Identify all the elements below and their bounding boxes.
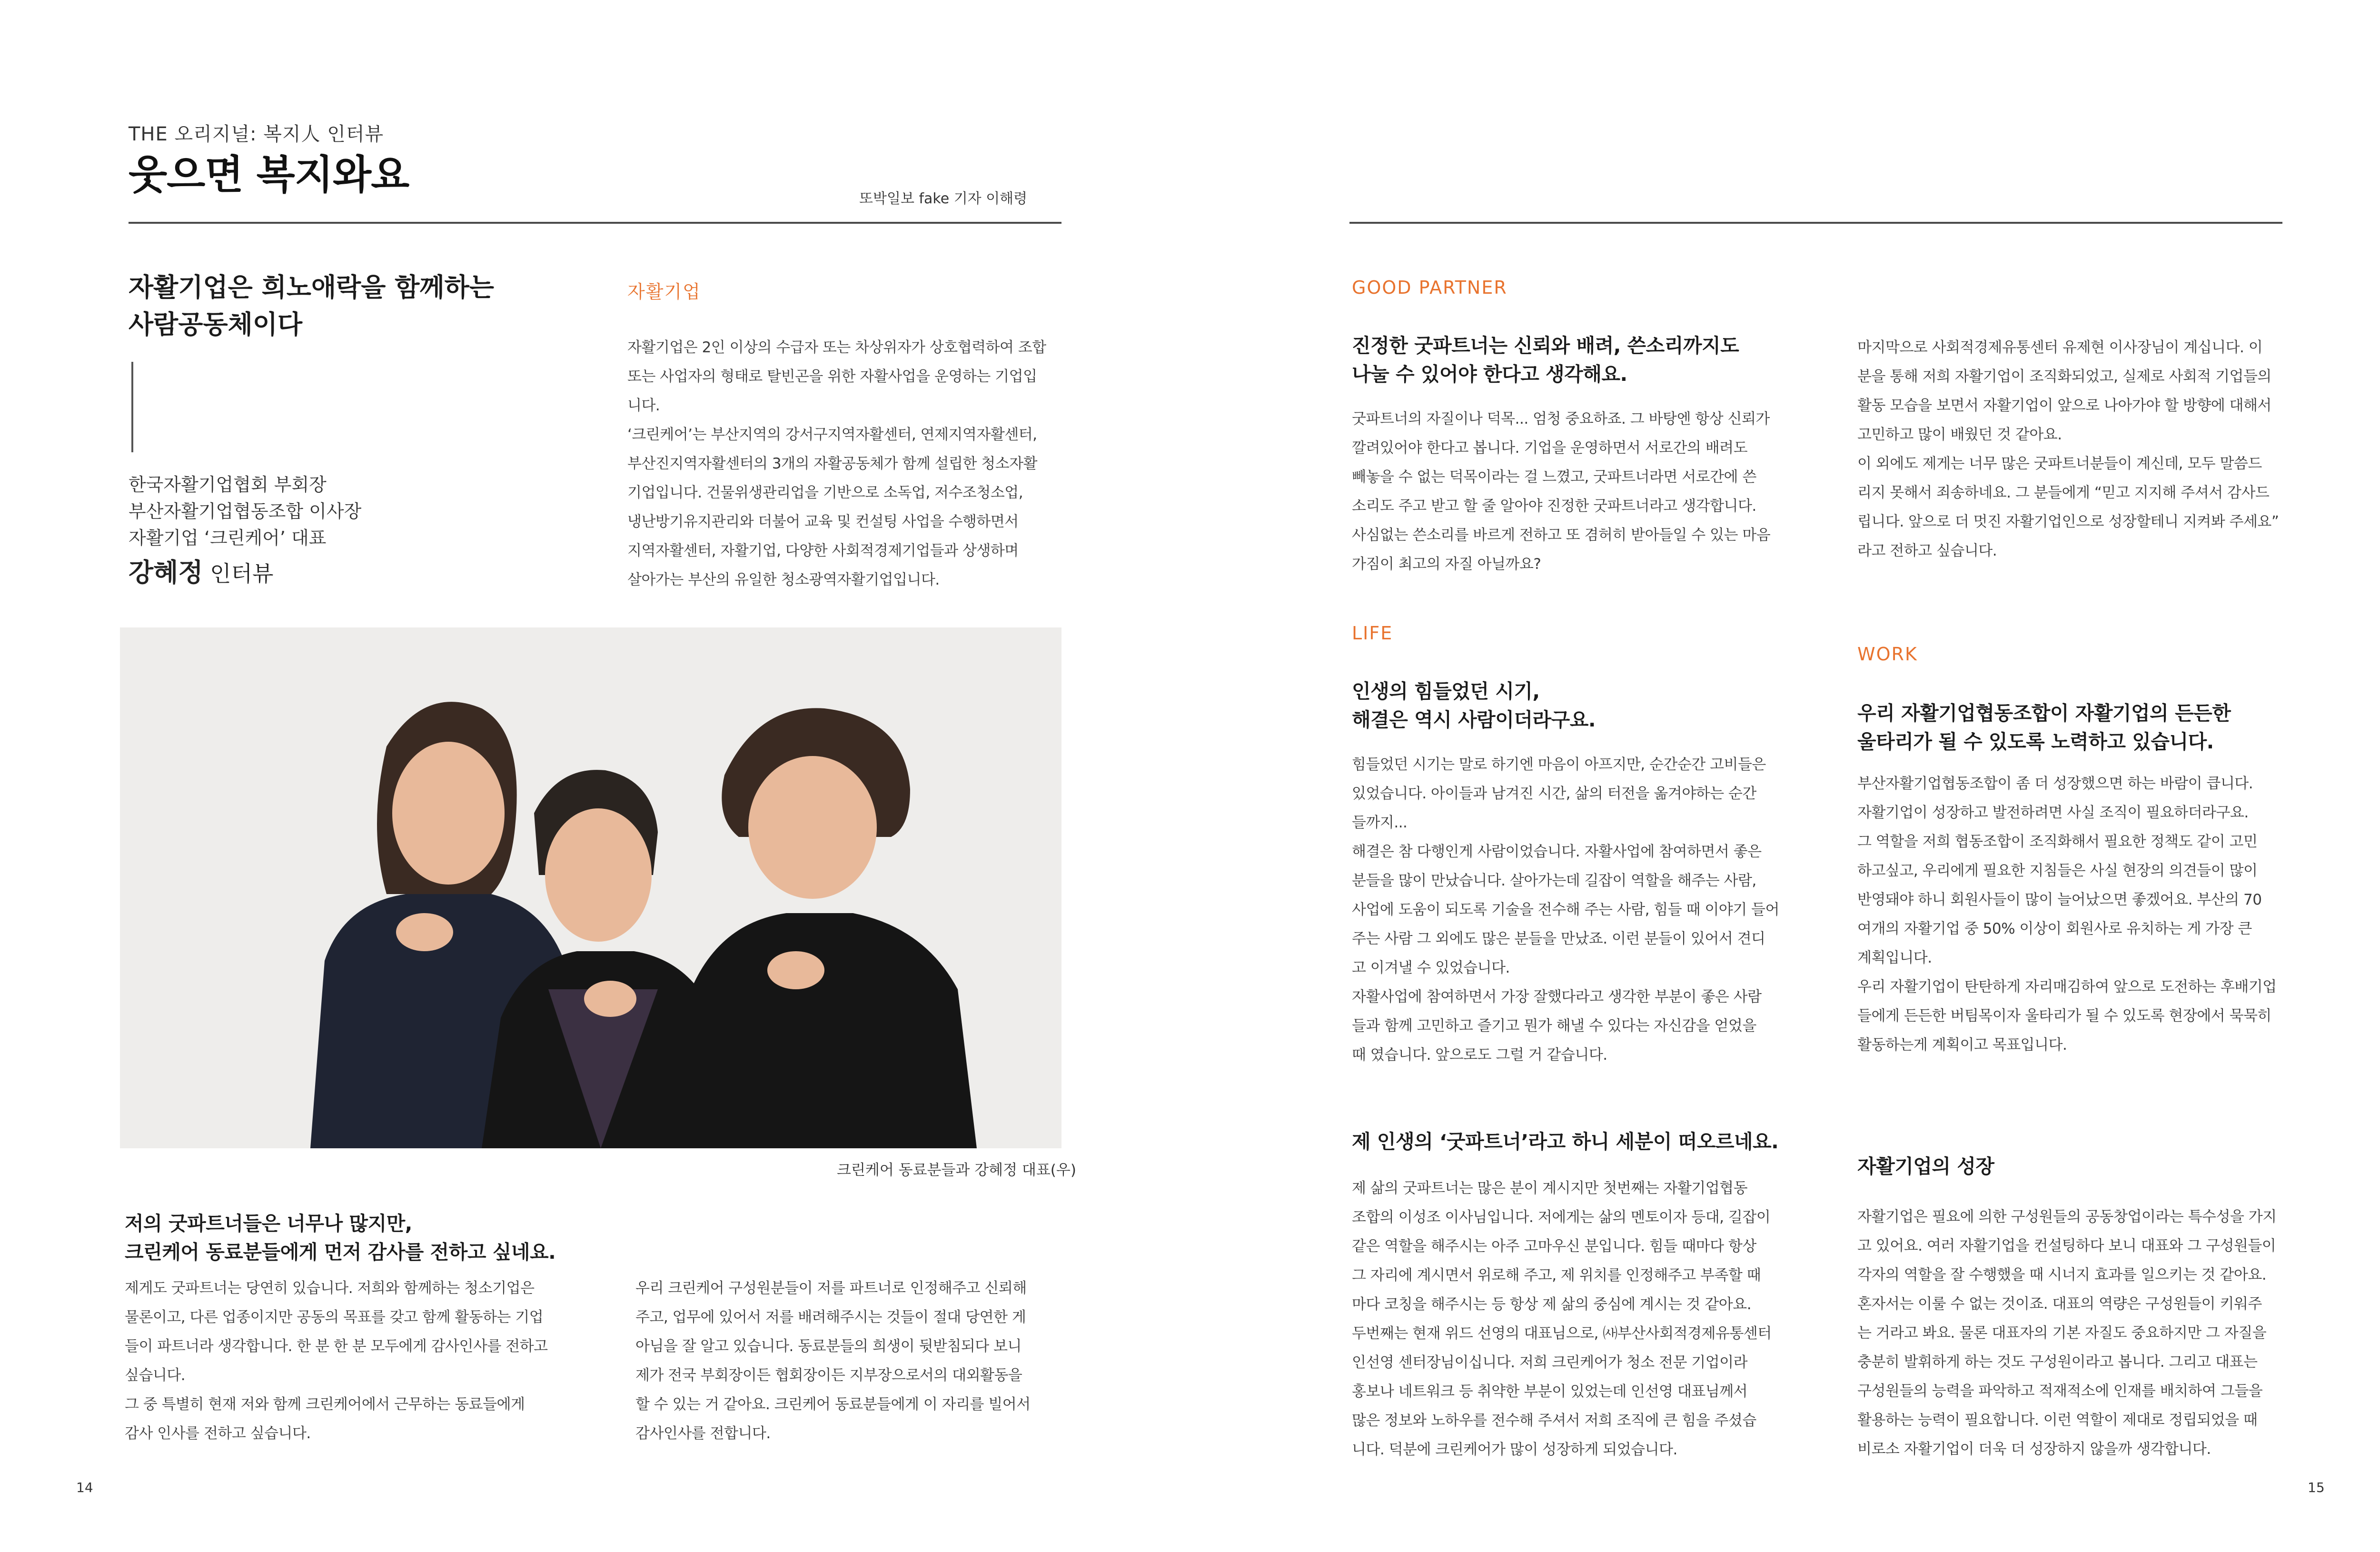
body-line: 활용하는 능력이 필요합니다. 이런 역할이 제대로 정립되었을 때	[1857, 1412, 2258, 1429]
body-line: 혼자서는 이룰 수 없는 것이죠. 대표의 역량은 구성원들이 키워주	[1857, 1295, 2262, 1313]
page-number-right: 15	[2308, 1480, 2325, 1495]
byline: 또박일보 fake 기자 이해령	[859, 190, 1028, 207]
body-line: 때 였습니다. 앞으로도 그럴 거 같습니다.	[1352, 1046, 1607, 1064]
about-body	[627, 333, 1046, 595]
body-line: 이 외에도 제게는 너무 많은 굿파트너분들이 계신데, 모두 말씀드	[1857, 455, 2262, 472]
body-line: 활동하는게 계획이고 목표입니다.	[1857, 1036, 2067, 1054]
body-line: 주는 사람 그 외에도 많은 분들을 만났죠. 이런 분들이 있어서 견디	[1352, 930, 1765, 947]
interviewee-name	[129, 552, 273, 589]
body-line: 들과 함께 고민하고 즐기고 뭔가 해낼 수 있다는 자신감을 얻었을	[1352, 1017, 1756, 1035]
heading-line: 자활기업의 성장	[1857, 1155, 1994, 1178]
work-body	[1857, 769, 2277, 1060]
body-line: 싶습니다.	[125, 1367, 186, 1384]
body-line: 들이 파트너라 생각합니다. 한 분 한 분 모두에게 감사인사를 전하고	[125, 1338, 548, 1355]
body-line: 제가 전국 부회장이든 협회장이든 지부장으로서의 대외활동을	[635, 1367, 1022, 1384]
heading-line: 제 인생의 ‘굿파트너’라고 하니 세분이 떠오르네요.	[1352, 1130, 1779, 1153]
header-rule-right	[1349, 222, 2282, 224]
section-label-about: 자활기업	[627, 281, 701, 302]
body-line: 많은 정보와 노하우를 전수해 주셔서 저희 조직에 큰 힘을 주셨습	[1352, 1412, 1756, 1429]
body-line: 제게도 굿파트너는 당연히 있습니다. 저희와 함께하는 청소기업은	[125, 1280, 535, 1297]
body-line: 각자의 역할을 잘 수행했을 때 시너지 효과를 일으키는 것 같아요.	[1857, 1266, 2267, 1283]
affiliation: 자활기업 ‘크린케어’ 대표	[129, 527, 327, 548]
body-line: 살아가는 부산의 유일한 청소광역자활기업입니다.	[627, 571, 940, 588]
body-line: 고 이겨낼 수 있었습니다.	[1352, 959, 1510, 976]
body-line: 굿파트너의 자질이나 덕목... 엄청 중요하죠. 그 바탕엔 항상 신뢰가	[1352, 410, 1770, 428]
lede-line: 사람공동체이다	[129, 309, 303, 339]
section-label-work: WORK	[1857, 644, 1918, 665]
body-line: 조합의 이성조 이사님입니다. 저에게는 삶의 멘토이자 등대, 길잡이	[1352, 1209, 1771, 1226]
body-line: 자활기업은 필요에 의한 구성원들의 공동창업이라는 특수성을 가지	[1857, 1208, 2277, 1225]
body-line: 가짐이 최고의 자질 아닐까요?	[1352, 556, 1541, 573]
heading-line: 우리 자활기업협동조합이 자활기업의 든든한	[1857, 702, 2231, 725]
body-line: 두번째는 현재 위드 선영의 대표님으로, ㈔부산사회적경제유통센터	[1352, 1325, 1772, 1342]
body-line: 자활기업은 2인 이상의 수급자 또는 차상위자가 상호협력하여 조합	[627, 339, 1046, 356]
good-partner-body	[1352, 405, 1770, 579]
good-partner-body-right	[1857, 333, 2279, 566]
affiliation: 부산자활기업협동조합 이사장	[129, 501, 362, 522]
heading-line: 저의 굿파트너들은 너무나 많지만,	[125, 1212, 412, 1235]
body-line: 기업입니다. 건물위생관리업을 기반으로 소독업, 저수조청소업,	[627, 484, 1023, 501]
three-partners-heading	[1352, 1127, 1778, 1156]
affiliation: 한국자활기업협회 부회장	[129, 474, 327, 495]
life-heading	[1352, 677, 1596, 734]
body-line: 마지막으로 사회적경제유통센터 유제현 이사장님이 계십니다. 이	[1857, 339, 2263, 356]
body-line: 라고 전하고 싶습니다.	[1857, 542, 1997, 559]
growth-body	[1857, 1203, 2277, 1464]
body-line: 빼놓을 수 없는 덕목이라는 걸 느꼈고, 굿파트너라면 서로간에 쓴	[1352, 468, 1756, 486]
body-line: 활동 모습을 보면서 자활기업이 앞으로 나아가야 할 방향에 대해서	[1857, 397, 2271, 414]
body-line: 우리 크린케어 구성원분들이 저를 파트너로 인정해주고 신뢰해	[635, 1280, 1027, 1297]
body-line: 부산자활기업협동조합이 좀 더 성장했으면 하는 바람이 큽니다.	[1857, 775, 2253, 792]
body-line: 니다.	[627, 397, 660, 414]
body-line: 반영돼야 하니 회원사들이 많이 늘어났으면 좋겠어요. 부산의 70	[1857, 891, 2262, 908]
body-line: 인선영 센터장님이십니다. 저희 크린케어가 청소 전문 기업이라	[1352, 1354, 1748, 1371]
photo-illustration	[120, 627, 1061, 1148]
body-line: 자활기업이 성장하고 발전하려면 사실 조직이 필요하더라구요.	[1857, 804, 2249, 821]
body-line: 또는 사업자의 형태로 탈빈곤을 위한 자활사업을 운영하는 기업입	[627, 368, 1037, 385]
body-line: 해결은 참 다행인게 사람이었습니다. 자활사업에 참여하면서 좋은	[1352, 843, 1762, 860]
body-line: 있었습니다. 아이들과 남겨진 시간, 삶의 터전을 옮겨야하는 순간	[1352, 785, 1756, 802]
partners-col1	[125, 1274, 548, 1448]
body-line: 감사 인사를 전하고 싶습니다.	[125, 1425, 311, 1442]
body-line: 그 중 특별히 현재 저와 함께 크린케어에서 근무하는 동료들에게	[125, 1396, 525, 1413]
lede-quote	[129, 269, 538, 343]
body-line: 힘들었던 시기는 말로 하기엔 마음이 아프지만, 순간순간 고비들은	[1352, 756, 1766, 773]
body-line: 감사인사를 전합니다.	[635, 1425, 771, 1442]
body-line: ‘크린케어’는 부산지역의 강서구지역자활센터, 연제지역자활센터,	[627, 426, 1037, 443]
good-partner-heading	[1352, 331, 1739, 388]
body-line: 홍보나 네트워크 등 취약한 부분이 있었는데 인선영 대표님께서	[1352, 1383, 1748, 1400]
photo-caption: 크린케어 동료분들과 강혜정 대표(우)	[837, 1162, 1076, 1179]
body-line: 같은 역할을 해주시는 아주 고마우신 분입니다. 힘들 때마다 항상	[1352, 1238, 1756, 1255]
header-rule-left	[129, 222, 1061, 224]
heading-line: 진정한 굿파트너는 신뢰와 배려, 쓴소리까지도	[1352, 334, 1739, 357]
heading-line: 크린케어 동료분들에게 먼저 감사를 전하고 싶네요.	[125, 1241, 556, 1263]
heading-line: 해결은 역시 사람이더라구요.	[1352, 708, 1596, 731]
body-line: 할 수 있는 거 같아요. 크린케어 동료분들에게 이 자리를 빌어서	[635, 1396, 1031, 1413]
heading-line: 나눌 수 있어야 한다고 생각해요.	[1352, 363, 1627, 386]
growth-heading	[1857, 1152, 1994, 1181]
body-line: 부산진지역자활센터의 3개의 자활공동체가 함께 설립한 청소자활	[627, 455, 1038, 472]
body-line: 들까지...	[1352, 814, 1408, 831]
decorative-bar	[131, 362, 133, 452]
section-label-life: LIFE	[1352, 623, 1393, 644]
body-line: 주고, 업무에 있어서 저를 배려해주시는 것들이 절대 당연한 게	[635, 1309, 1026, 1326]
body-line: 구성원들의 능력을 파악하고 적재적소에 인재를 배치하여 그들을	[1857, 1383, 2263, 1400]
body-line: 리지 못해서 죄송하네요. 그 분들에게 “믿고 지지해 주셔서 감사드	[1857, 484, 2270, 501]
body-line: 립니다. 앞으로 더 멋진 자활기업인으로 성장할테니 지켜봐 주세요”	[1857, 513, 2279, 530]
body-line: 사업에 도움이 되도록 기술을 전수해 주는 사람, 힘들 때 이야기 들어	[1352, 901, 1779, 918]
partners-heading	[125, 1209, 555, 1266]
heading-line: 울타리가 될 수 있도록 노력하고 있습니다.	[1857, 730, 2214, 753]
body-line: 들에게 든든한 버팀목이자 울타리가 될 수 있도록 현장에서 묵묵히	[1857, 1007, 2271, 1025]
body-line: 자활사업에 참여하면서 가장 잘했다라고 생각한 부분이 좋은 사람	[1352, 988, 1762, 1005]
body-line: 는 거라고 봐요. 물론 대표자의 기본 자질도 중요하지만 그 자질을	[1857, 1324, 2267, 1342]
interviewee-affiliations	[129, 471, 361, 551]
body-line: 계획입니다.	[1857, 949, 1932, 966]
body-line: 분들을 많이 만났습니다. 살아가는데 길잡이 역할을 해주는 사람,	[1352, 872, 1756, 889]
page-number-left: 14	[76, 1480, 93, 1495]
interview-photo	[120, 627, 1061, 1148]
body-line: 지역자활센터, 자활기업, 다양한 사회적경제기업들과 상생하며	[627, 542, 1019, 559]
body-line: 냉난방기유지관리와 더불어 교육 및 컨설팅 사업을 수행하면서	[627, 513, 1019, 530]
body-line: 비로소 자활기업이 더욱 더 성장하지 않을까 생각합니다.	[1857, 1441, 2211, 1458]
work-heading	[1857, 699, 2231, 756]
body-line: 충분히 발휘하게 하는 것도 구성원이라고 봅니다. 그리고 대표는	[1857, 1353, 2258, 1371]
heading-line: 인생의 힘들었던 시기,	[1352, 680, 1540, 703]
body-line: 우리 자활기업이 탄탄하게 자리매김하여 앞으로 도전하는 후배기업	[1857, 978, 2277, 995]
body-line: 고 있어요. 여러 자활기업을 컨설팅하다 보니 대표와 그 구성원들이	[1857, 1237, 2276, 1254]
series-label: THE 오리지널: 복지人 인터뷰	[129, 123, 384, 145]
body-line: 깔려있어야 한다고 봅니다. 기업을 운영하면서 서로간의 배려도	[1352, 439, 1748, 457]
name: 강혜정	[129, 557, 203, 587]
body-line: 분을 통해 저희 자활기업이 조직화되었고, 실제로 사회적 기업들의	[1857, 368, 2271, 385]
body-line: 물론이고, 다른 업종이지만 공동의 목표를 갖고 함께 활동하는 기업	[125, 1309, 544, 1326]
body-line: 사심없는 쓴소리를 바르게 전하고 또 겸허히 받아들일 수 있는 마음	[1352, 527, 1771, 544]
body-line: 여개의 자활기업 중 50% 이상이 회원사로 유치하는 게 가장 큰	[1857, 920, 2252, 937]
body-line: 그 역할을 저희 협동조합이 조직화해서 필요한 정책도 같이 고민	[1857, 833, 2258, 850]
body-line: 소리도 주고 받고 할 줄 알아야 진정한 굿파트너라고 생각합니다.	[1352, 497, 1756, 515]
name-suffix: 인터뷰	[203, 561, 274, 587]
life-body	[1352, 750, 1779, 1070]
body-line: 아님을 잘 알고 있습니다. 동료분들의 희생이 뒷받침되다 보니	[635, 1338, 1021, 1355]
article-title: 웃으면 복지와요	[129, 151, 409, 198]
body-line: 제 삶의 굿파트너는 많은 분이 계시지만 첫번째는 자활기업협동	[1352, 1180, 1748, 1197]
body-line: 고민하고 많이 배웠던 것 같아요.	[1857, 426, 2062, 443]
body-line: 마다 코칭을 해주시는 등 항상 제 삶의 중심에 계시는 것 같아요.	[1352, 1296, 1752, 1313]
lede-line: 자활기업은 희노애락을 함께하는	[129, 272, 494, 302]
partners-col2	[635, 1274, 1031, 1448]
body-line: 하고싶고, 우리에게 필요한 지침들은 사실 현장의 의견들이 많이	[1857, 862, 2258, 879]
section-label-good-partner: GOOD PARTNER	[1352, 277, 1507, 298]
body-line: 니다. 덕분에 크린케어가 많이 성장하게 되었습니다.	[1352, 1441, 1677, 1458]
body-line: 그 자리에 계시면서 위로해 주고, 제 위치를 인정해주고 부족할 때	[1352, 1267, 1761, 1284]
three-partners-body	[1352, 1174, 1772, 1464]
